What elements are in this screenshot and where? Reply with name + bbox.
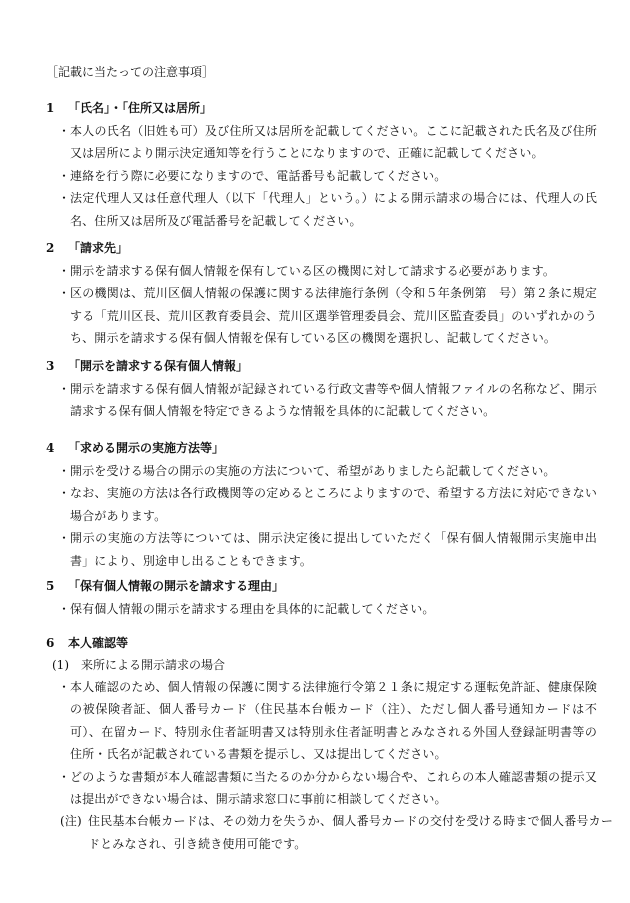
- bullet-mark: ・: [58, 168, 71, 183]
- bullet-item: [58, 676, 597, 766]
- bullet-mark: ・: [58, 486, 71, 501]
- bullet-mark: ・: [58, 191, 71, 206]
- section-title: [0, 96, 630, 120]
- bullet-mark: ・: [58, 286, 71, 301]
- section-number: 5: [46, 579, 55, 593]
- bullet-text: 開示を受ける場合の開示の実施の方法について、希望がありましたら記載してください。: [70, 464, 556, 478]
- section-title: [0, 574, 630, 598]
- section-title-text: 「氏名」・「住所又は居所」: [68, 101, 213, 115]
- bullet-mark: ・: [58, 464, 71, 478]
- bullet-text: 開示を請求する保有個人情報が記録されている行政文書等や個人情報ファイルの名称など、開示請求する保有個人情報を特定できるような情報を具体的に記載してください。: [70, 382, 597, 419]
- bullet-text: 法定代理人又は任意代理人（以下「代理人」という。）による開示請求の場合には、代理人の氏名、住所又は居所及び電話番号を記載してください。: [70, 191, 597, 228]
- section-5: [0, 574, 630, 620]
- section-title-text: 「開示を請求する保有個人情報」: [68, 359, 249, 373]
- section-title-text: 本人確認等: [68, 636, 129, 650]
- subsection-title: (1) 来所による開示請求の場合: [52, 658, 225, 672]
- bullet-mark: ・: [58, 602, 71, 616]
- bullet-item: [58, 187, 597, 232]
- bullet-item: [58, 282, 597, 349]
- section-3: [0, 354, 630, 423]
- section-title: [0, 436, 630, 460]
- note-item: [60, 810, 613, 855]
- section-number: 6: [46, 636, 55, 650]
- bullet-mark: ・: [58, 680, 71, 694]
- bullet-text: どのような書類が本人確認書類に当たるのか分からない場合や、これらの本人確認書類の提示又は提出ができない場合は、開示請求窓口に事前に相談してください。: [70, 769, 597, 807]
- bullet-item: [58, 527, 597, 572]
- section-title-text: 「請求先」: [68, 241, 129, 255]
- section-title: [0, 632, 630, 654]
- section-title-text: 「求める開示の実施方法等」: [68, 441, 225, 455]
- bullet-text: 本人の氏名（旧姓も可）及び住所又は居所を記載してください。ここに記載された氏名及び住所又は居所により開示決定通知等を行うことになりますので、正確に記載してください。: [70, 124, 597, 161]
- bullet-item: [58, 260, 597, 282]
- bullet-item: [58, 482, 597, 527]
- bullet-item: [58, 598, 597, 620]
- bullet-mark: ・: [58, 531, 71, 546]
- bullet-text: 本人確認のため、個人情報の保護に関する法律施行令第２１条に規定する運転免許証、健康保険の被保険者証、個人番号カード（住民基本台帳カード（注）、ただし個人番号通知カードは不可）、在留カード、特別永住者証明書又は特別永住者証明書とみなされる外国人登録証明書等の住所・氏名が記載されている書類を提示し、又は提出してください。: [70, 680, 597, 762]
- section-title: [0, 354, 630, 378]
- section-title: [0, 236, 630, 260]
- bullet-text: 開示を請求する保有個人情報を保有している区の機関に対して請求する必要があります。: [70, 264, 556, 278]
- bullet-text: 区の機関は、荒川区個人情報の保護に関する法律施行条例（令和５年条例第 号）第２条に規定する「荒川区長、荒川区教育委員会、荒川区選挙管理委員会、荒川区監査委員」のいずれかのうち、開示を請求する保有個人情報を保有している区の機関を選択し、記載してください。: [70, 286, 597, 346]
- bullet-text: なお、実施の方法は各行政機関等の定めるところによりますので、希望する方法に対応できない場合があります。: [70, 486, 597, 523]
- bullet-text: 開示の実施の方法等については、開示決定後に提出していただく「保有個人情報開示実施申出書」により、別途申し出ることもできます。: [70, 531, 597, 568]
- section-2: [0, 236, 630, 350]
- section-number: 4: [46, 441, 55, 455]
- bullet-text: 保有個人情報の開示を請求する理由を具体的に記載してください。: [70, 602, 435, 616]
- section-number: 2: [46, 241, 55, 255]
- section-title-text: 「保有個人情報の開示を請求する理由」: [68, 579, 285, 593]
- bullet-mark: ・: [58, 769, 71, 784]
- note-mark: (注): [60, 814, 82, 829]
- section-number: 1: [46, 101, 55, 115]
- bullet-item: [58, 766, 597, 811]
- section-1: [0, 96, 630, 232]
- bullet-mark: ・: [58, 382, 71, 396]
- bullet-item: [58, 378, 597, 423]
- note-text: 住民基本台帳カードは、その効力を失うか、個人番号カードの交付を受ける時まで個人番号カードとみなされ、引き続き使用可能です。: [88, 814, 613, 851]
- bullet-text: 連絡を行う際に必要になりますので、電話番号も記載してください。: [70, 168, 447, 183]
- notes-heading: ［記載に当たっての注意事項］: [46, 65, 215, 79]
- bullet-mark: ・: [58, 124, 71, 138]
- bullet-item: [58, 165, 597, 187]
- section-number: 3: [46, 359, 55, 373]
- section-4: [0, 436, 630, 572]
- bullet-mark: ・: [58, 264, 71, 278]
- section-6: [0, 632, 630, 855]
- bullet-item: [58, 120, 597, 165]
- bullet-item: [58, 460, 597, 482]
